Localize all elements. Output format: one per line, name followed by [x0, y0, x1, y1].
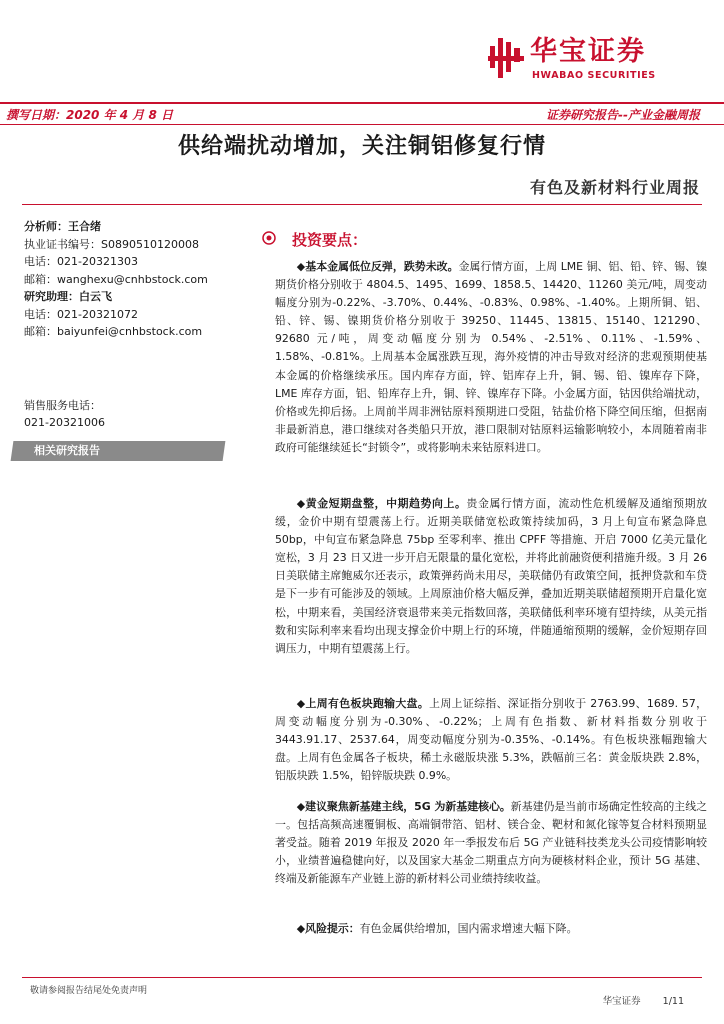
sales-phone: 021-20321006 — [24, 416, 105, 429]
analyst-info — [24, 218, 229, 432]
analyst-name: 分析师：王合绪 — [24, 220, 101, 233]
related-reports-tag — [11, 441, 226, 461]
related-reports-label: 相关研究报告 — [34, 444, 100, 457]
analyst-email: 邮箱：wanghexu@cnhbstock.com — [24, 272, 208, 286]
paragraph-text: 新基建仍是当前市场确定性较高的主线之一。包括高频高速覆铜板、高端铜带箔、铝材、镁合金、靶材和氮化镓等复合材料预期显著受益。随着 2019 年报及 2020 年一季报发布后 5G 产业链科技类龙头公司疫情影响较小，业绩普遍稳健向好，以及国家大基金二期重点方向为硬核材料企业，预计 5G 基建、终端及新能源车产业链上游的新材料公司业绩持续收益。 — [275, 800, 707, 886]
paragraph-new-infra — [275, 798, 707, 888]
paragraph-gold — [275, 495, 707, 658]
header-rule-bottom — [0, 124, 724, 125]
paragraph-lead: ◆风险提示： — [296, 922, 360, 935]
assistant-email: 邮箱：baiyunfei@cnhbstock.com — [24, 325, 203, 338]
analyst-phone: 电话：021-20321303 — [24, 255, 138, 268]
footer-rule — [22, 977, 702, 978]
paragraph-sector — [275, 695, 707, 785]
footer-brand: 华宝证券 — [602, 996, 641, 1007]
disclaimer-note: 敬请参阅报告结尾处免责声明 — [30, 986, 148, 996]
report-date: 撰写日期：2020 年 4 月 8 日 — [6, 108, 173, 122]
sales-label: 销售服务电话： — [24, 398, 101, 412]
paragraph-lead: ◆建议聚焦新基建主线，5G 为新基建核心。 — [296, 800, 511, 813]
page-number: 1/11 — [662, 996, 684, 1007]
section-title: 投资要点： — [292, 231, 368, 249]
title-divider — [22, 204, 702, 205]
report-type: 证券研究报告--产业金融周报 — [546, 108, 700, 122]
assistant-phone: 电话：021-20321072 — [24, 307, 138, 321]
header-rule — [0, 102, 724, 104]
paragraph-lead: ◆黄金短期盘整，中期趋势向上。 — [296, 497, 467, 510]
page-subtitle: 有色及新材料行业周报 — [529, 178, 700, 197]
assistant-name: 研究助理：白云飞 — [24, 290, 112, 303]
page-title: 供给端扰动增加，关注铜铝修复行情 — [177, 133, 546, 159]
paragraph-lead: ◆上周有色板块跑输大盘。 — [296, 697, 430, 710]
target-circle-icon — [262, 231, 276, 245]
paragraph-text: 贵金属行情方面，流动性危机缓解及通缩预期放缓，金价中期有望震荡上行。近期美联储宽松政策持续加码，3 月上旬宣布紧急降息 50bp，中旬宣布紧急降息 75bp 至零利率、推出 CPFF 等措施、开启 7000 亿美元量化宽松，3 月 23 日又进一步开启无限量的量化宽松，并将此前融资便利措施升级。3 月 26 日美联储主席鲍威尔还表示，政策弹药尚未用尽，美联储仍有政策空间，抵押贷款和车贷是下一步有可能涉及的领域。上周原油价格大幅反弹，叠加近期美联储超预期开启量化宽松，中期来看，美国经济衰退带来美元指数回落，美联储低利率环境有望持续，从美元指数和实际利率来看均出现支撑金价中期上行的环境，伴随通缩预期的缓解，金价短期存回调压力，中期有望震荡上行。 — [275, 497, 707, 655]
paragraph-lead: ◆基本金属低位反弹，跌势未改。 — [296, 260, 459, 273]
paragraph-risk — [275, 920, 707, 938]
logo-text-cn: 华宝证券 — [530, 36, 646, 67]
hwabao-logo-icon — [488, 36, 524, 80]
paragraph-text: 金属行情方面，上周 LME 铜、铝、铅、锌、锡、镍期货价格分别收于 4804.5、1495、1699、1858.5、14420、11260 美元/吨，周变动幅度分别为-0.22%、-3.70%、0.44%、-0.83%、0.98%、-1.40%。上期所铜、铝、铅、锌、锡、镍期货价格分别收于 39250、11445、13815、15140、121290、92680 元/吨，周变动幅度分别为 0.54%、-2.51%、0.11%、-1.59%、1.58%、-0.81%。上周基本金属涨跌互现，海外疫情的冲击导致对经济的悲观预期使基本金属的价格继续承压。国内库存方面，锌、铝库存上升，铜、锡、铅、镍库存下降，LME 库存方面，铝、铅库存上升，铜、锌、镍库存下降。小金属方面，钴因供给端扰动，价格或先抑后扬。上周前半周非洲钴原料预期进口受阻，钴盐价格下降空间压缩，但据南非最新消息，港口继续对各类船只开放，港口限制对钴原料运输影响较小，本周随着南非政府可能继续延长“封锁令”，或将影响未来钴原料进口。 — [275, 260, 707, 454]
paragraph-text: 上周上证综指、深证指分别收于 2763.99、1689. 57，周变动幅度分别为-0.30%、-0.22%；上周有色指数、新材料指数分别收于 3443.91.17、2537.64，周变动幅度分别为-0.35%、-0.14%。有色板块涨幅跑输大盘。上周有色金属各子板块，稀土永磁版块涨 5.3%，跌幅前三名：黄金版块跌 2.8%，铝版块跌 1.5%，铅锌版块跌 0.9%。 — [275, 697, 707, 783]
footer-brand-page — [603, 993, 684, 1007]
paragraph-base-metals — [275, 258, 707, 457]
license-number: 执业证书编号：S0890510120008 — [24, 237, 199, 251]
paragraph-text: 有色金属供给增加，国内需求增速大幅下降。 — [359, 922, 578, 935]
logo-text-en: HWABAO SECURITIES — [532, 70, 656, 81]
